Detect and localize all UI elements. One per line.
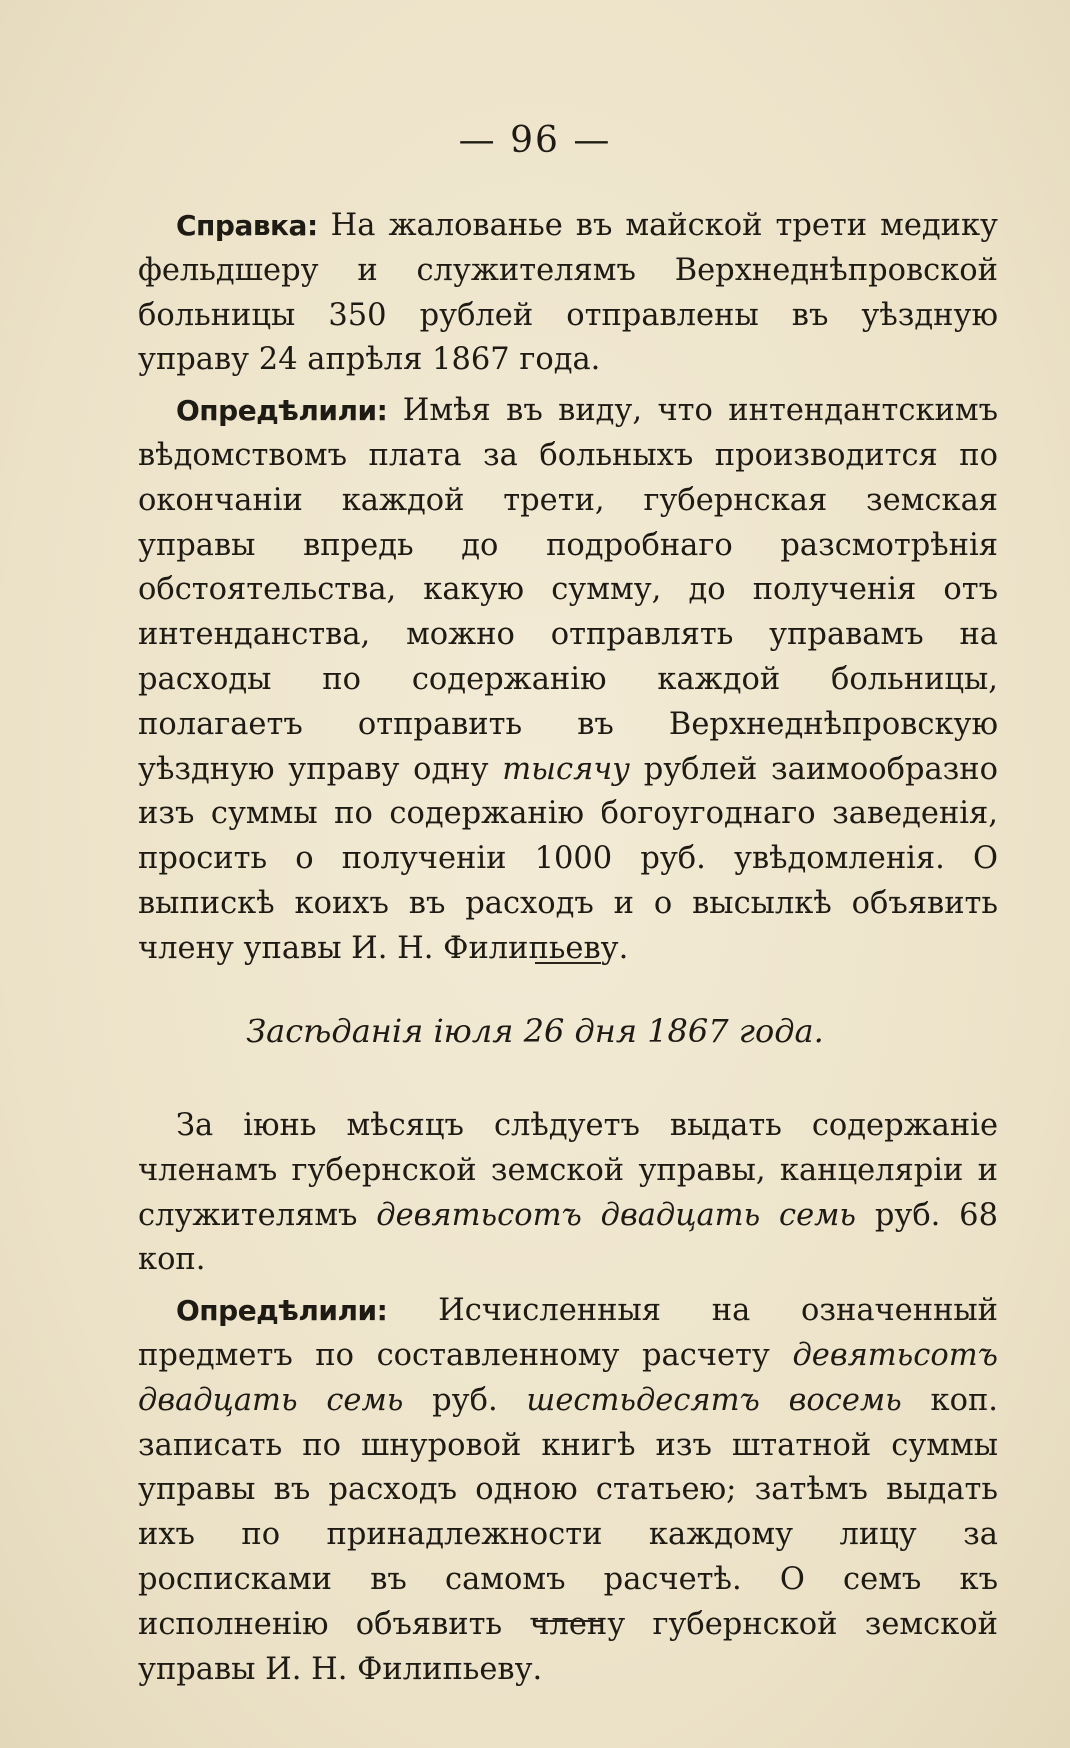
paragraph-salary	[138, 1104, 998, 1283]
resolution-2-italic-a: девятьсотъ двадцать семь	[138, 1337, 998, 1418]
session-heading: Засѣданія іюля 26 дня 1867 года.	[246, 1012, 824, 1050]
resolution-2-label: Опредѣлили:	[176, 1294, 388, 1328]
paragraph-spravka	[138, 204, 998, 383]
paragraph-resolution-2	[138, 1289, 998, 1692]
salary-italic: девятьсотъ двадцать семь	[376, 1197, 857, 1233]
resolution-2-italic-b: шестьдесятъ восемь	[526, 1382, 902, 1418]
resolution-2-text-b: руб.	[403, 1382, 527, 1418]
separator-rule-1	[535, 962, 601, 964]
section-2	[138, 1104, 998, 1692]
spravka-text: На жалованье въ майской трети медику фельдшеру и служителямъ Верхнеднѣпровской больницы 350 рублей отправлены въ уѣздную управу 24 апрѣля 1867 года.	[138, 208, 998, 378]
paragraph-resolution-1	[138, 389, 998, 971]
resolution-2-text-a: Исчисленныя на означенный предметъ по составленному расчету	[138, 1293, 998, 1373]
salary-text-a: За іюнь мѣсяцъ слѣдуетъ выдать содержаніе членамъ губернской земской управы, канцеляріи и служителямъ	[138, 1108, 998, 1233]
separator-rule-2	[535, 1620, 601, 1622]
resolution-italic: тысячу	[502, 751, 630, 787]
salary-text-b: руб. 68 коп.	[138, 1197, 998, 1278]
page-number: — 96 —	[458, 120, 612, 161]
resolution-text-b: рублей заимообразно изъ суммы по содержанію богоугоднаго заведенія, просить о полученіи 1000 руб. увѣдомленія. О выпискѣ коихъ въ расходъ и о высылкѣ объявить члену упавы И. Н. Филипьеву.	[138, 751, 999, 966]
resolution-2-text-c: коп. записать по шнуровой книгѣ изъ штатной суммы управы въ расходъ одною статьею; затѣмъ выдать ихъ по принадлежности каждому лицу за росписками въ самомъ расчетѣ. О семъ къ исполненію объявить члену губернской земской управы И. Н. Филипьеву.	[138, 1382, 998, 1687]
spravka-label: Справка:	[176, 209, 318, 242]
resolution-label: Опредѣлили:	[176, 394, 388, 428]
section-1	[138, 204, 998, 972]
resolution-text-a: Имѣя въ виду, что интендантскимъ вѣдомствомъ плата за больныхъ производится по окончаніи каждой трети, губернская земская управы впредь до подробнаго разсмотрѣнія обстоятельства, какую сумму, до полученія отъ интенданства, можно отправлять управамъ на расходы по содержанію каждой больницы, полагаетъ отправить въ Верхнеднѣпровскую уѣздную управу одну	[138, 393, 998, 787]
